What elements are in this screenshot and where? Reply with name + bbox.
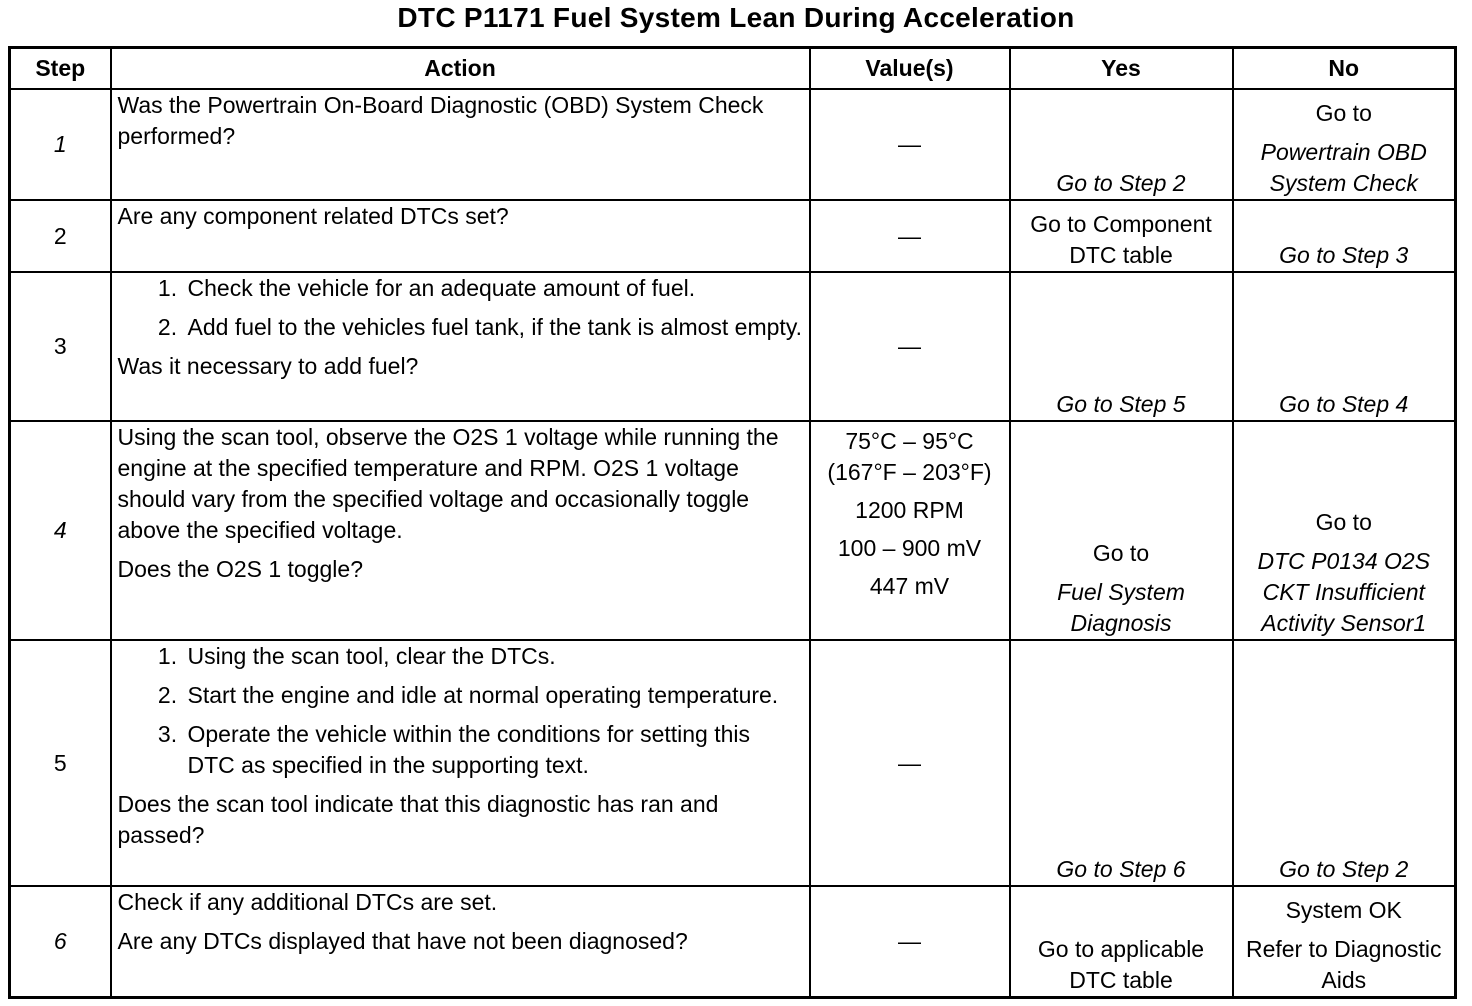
no-line: Go to <box>1315 100 1372 126</box>
no-line: Refer to Diagnostic Aids <box>1245 935 1442 993</box>
action-list <box>118 641 803 781</box>
list-item: 1. Check the vehicle for an adequate amount of fuel. <box>184 273 803 304</box>
step-number: 3 <box>10 272 111 421</box>
yes-cell <box>1010 886 1233 997</box>
step-number: 5 <box>10 640 111 886</box>
header-yes: Yes <box>1010 48 1233 90</box>
no-cell: Go to Step 4 <box>1233 272 1456 421</box>
no-line: System OK <box>1285 896 1402 923</box>
value-cell: — <box>810 200 1010 272</box>
yes-line: DTC table <box>1069 966 1173 993</box>
list-item: 3. Operate the vehicle within the conditions for setting this DTC as specified in the supporting text. <box>184 719 803 781</box>
no-cell <box>1233 89 1456 200</box>
header-row <box>10 48 1456 90</box>
header-no: No <box>1233 48 1456 90</box>
header-step: Step <box>10 48 111 90</box>
yes-cell: Go to Step 5 <box>1010 272 1233 421</box>
value-voltage: 447 mV <box>869 573 950 599</box>
table-row <box>10 640 1456 886</box>
yes-cell <box>1010 421 1233 640</box>
action-question: Are any DTCs displayed that have not been diagnosed? <box>117 928 688 954</box>
action-cell <box>111 272 810 421</box>
action-list <box>118 273 803 343</box>
header-values: Value(s) <box>810 48 1010 90</box>
value-cell: — <box>810 272 1010 421</box>
no-line: Powertrain OBD System Check <box>1260 139 1427 196</box>
yes-line: Go to Component <box>1030 211 1212 237</box>
yes-cell: Go to Step 6 <box>1010 640 1233 886</box>
header-action: Action <box>111 48 810 90</box>
value-voltage-range: 100 – 900 mV <box>837 535 982 561</box>
values-cell <box>810 421 1010 640</box>
step-number: 6 <box>10 886 111 997</box>
action-text: Check if any additional DTCs are set. <box>117 889 498 915</box>
no-line: DTC P0134 O2S CKT Insufficient Activity Sensor1 <box>1257 548 1431 636</box>
no-cell: Go to Step 2 <box>1233 640 1456 886</box>
table-row <box>10 421 1456 640</box>
no-cell <box>1233 886 1456 997</box>
yes-line: Go to <box>1092 540 1150 566</box>
value-cell: — <box>810 89 1010 200</box>
value-rpm: 1200 RPM <box>855 497 964 523</box>
no-cell: Go to Step 3 <box>1233 200 1456 272</box>
table-row <box>10 272 1456 421</box>
value-cell: — <box>810 886 1010 997</box>
value-temperature: 75°C – 95°C (167°F – 203°F) <box>827 428 992 485</box>
table-row <box>10 200 1456 272</box>
action-cell <box>111 886 810 997</box>
page-title: DTC P1171 Fuel System Lean During Acceleration <box>397 2 1075 33</box>
list-item: 1. Using the scan tool, clear the DTCs. <box>184 641 803 672</box>
action-question: Does the scan tool indicate that this diagnostic has ran and passed? <box>117 791 719 848</box>
action-question: Was it necessary to add fuel? <box>117 353 419 379</box>
action-cell <box>111 640 810 886</box>
yes-cell <box>1010 200 1233 272</box>
diagnostic-table <box>8 46 1457 999</box>
action-cell <box>111 200 810 272</box>
table-row <box>10 89 1456 200</box>
yes-cell: Go to Step 2 <box>1010 89 1233 200</box>
action-cell <box>111 89 810 200</box>
value-cell: — <box>810 640 1010 886</box>
step-number: 4 <box>10 421 111 640</box>
table-row <box>10 886 1456 997</box>
list-item: 2. Add fuel to the vehicles fuel tank, if the tank is almost empty. <box>184 312 803 343</box>
list-item: 2. Start the engine and idle at normal operating temperature. <box>184 680 803 711</box>
no-cell <box>1233 421 1456 640</box>
action-text: Was the Powertrain On-Board Diagnostic (OBD) System Check performed? <box>117 92 764 149</box>
action-text: Using the scan tool, observe the O2S 1 voltage while running the engine at the specified temperature and RPM. O2S 1 voltage should vary from the specified voltage and occasionally toggle above the specified voltage. <box>117 424 779 543</box>
action-question: Does the O2S 1 toggle? <box>117 556 363 582</box>
action-text: Are any component related DTCs set? <box>117 203 509 229</box>
no-line: Go to <box>1315 509 1372 535</box>
action-cell <box>111 421 810 640</box>
yes-line: DTC table <box>1069 242 1173 268</box>
step-number: 2 <box>10 200 111 272</box>
yes-line: Go to applicable <box>1037 935 1205 962</box>
yes-line: Fuel System Diagnosis <box>1057 579 1185 636</box>
step-number: 1 <box>10 89 111 200</box>
